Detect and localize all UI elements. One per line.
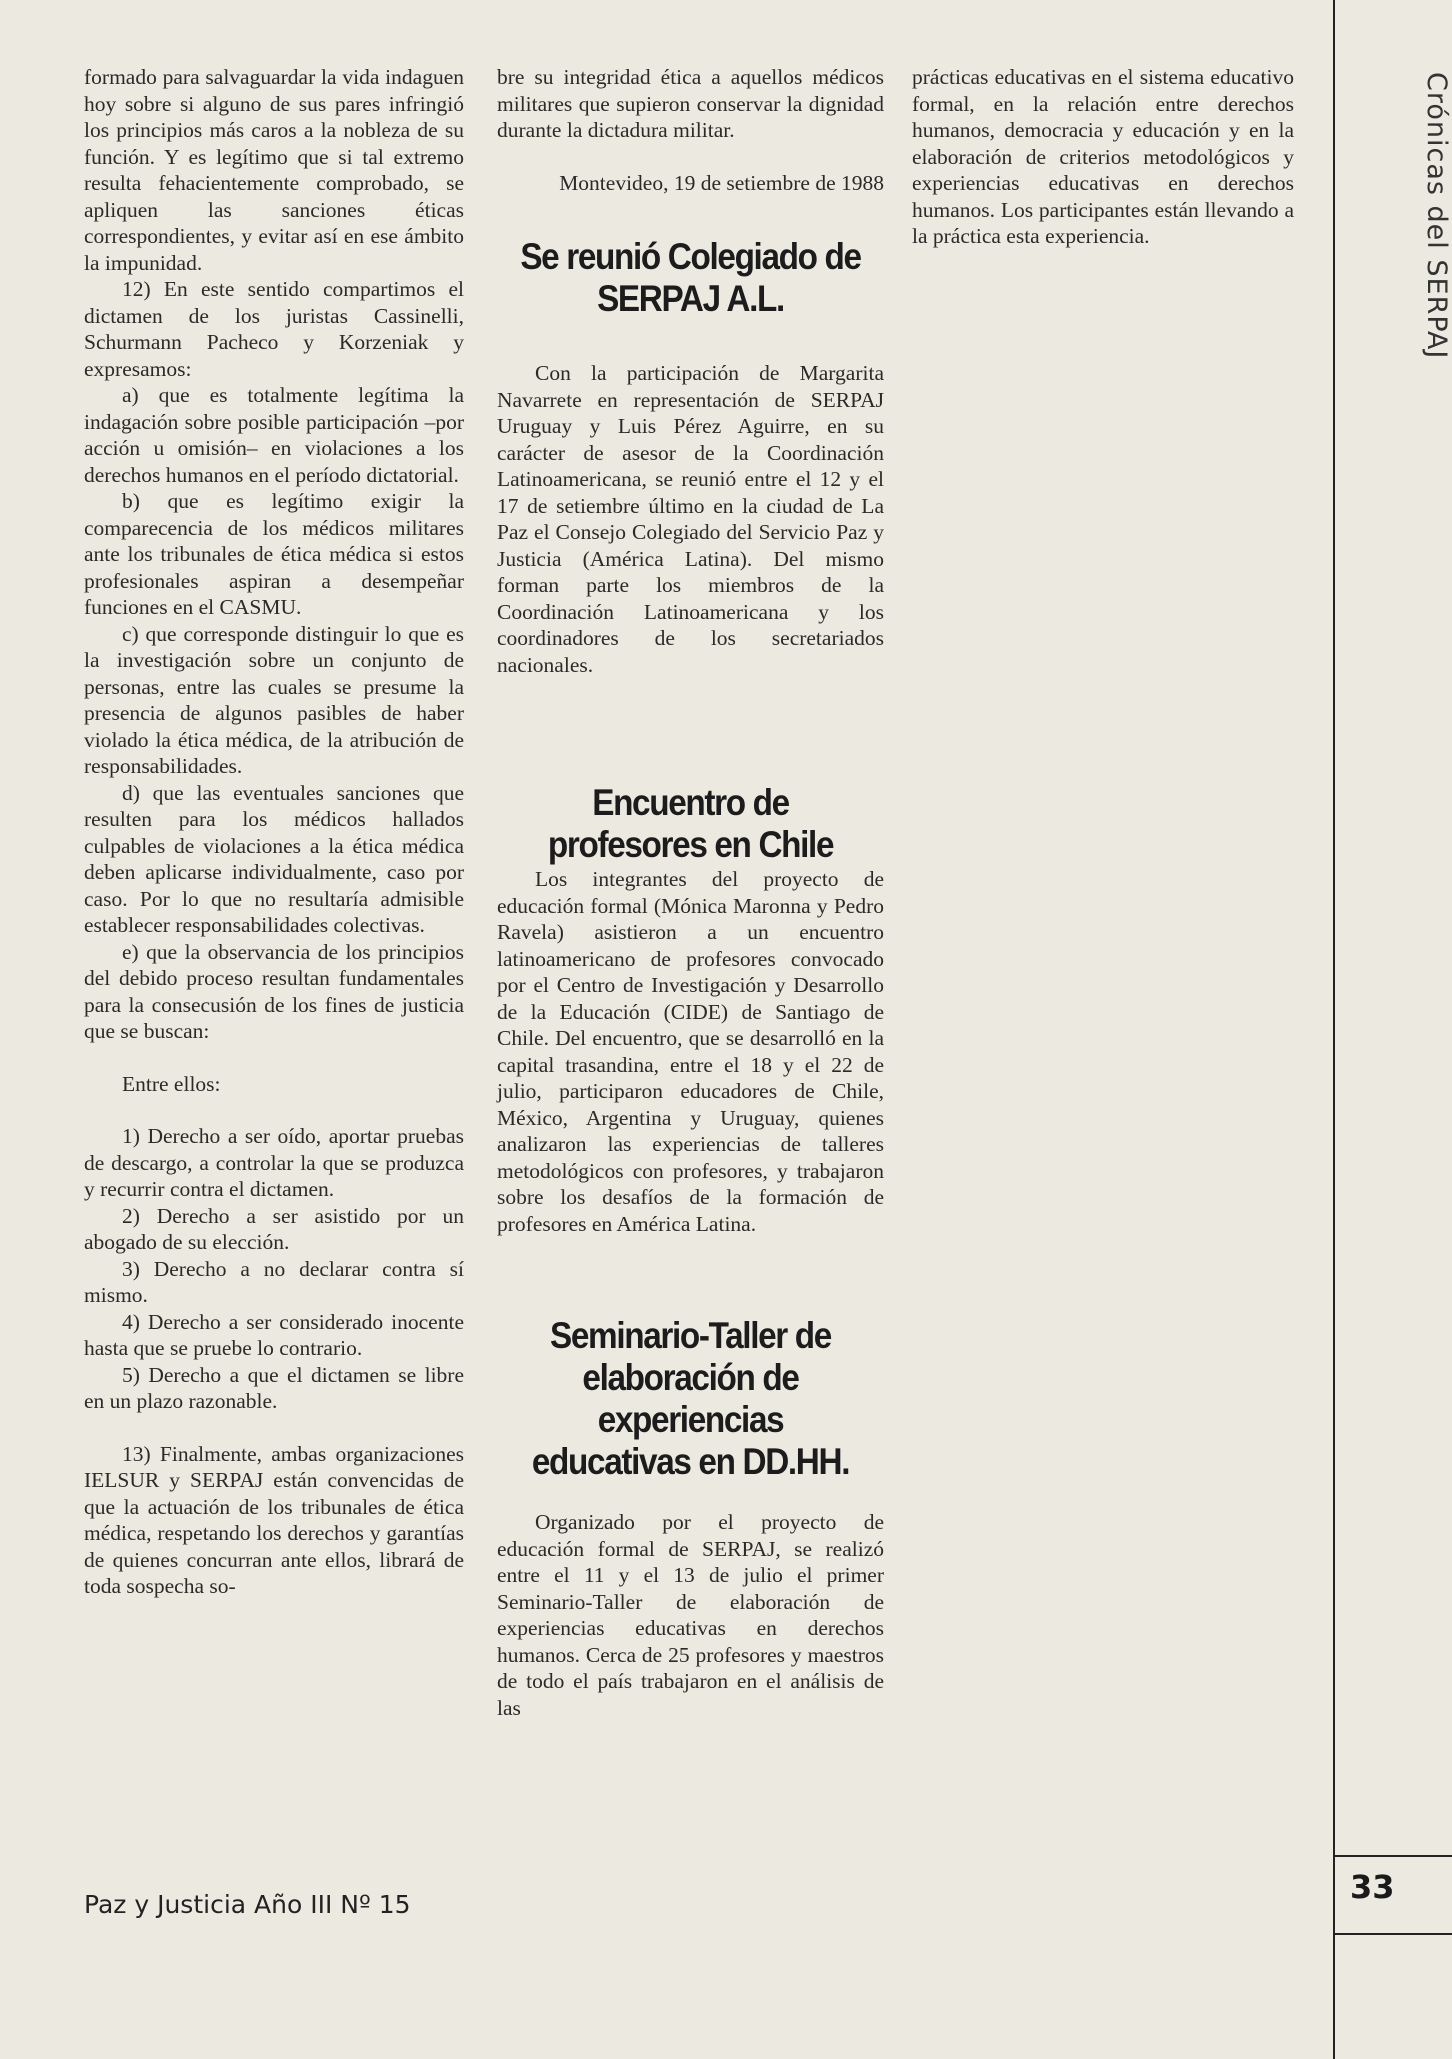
right-item: 5) Derecho a que el dictamen se libre en un plazo razonable. xyxy=(84,1362,464,1413)
paragraph: 12) En este sentido compartimos el dictamen de los juristas Cassinelli, Schurmann Pacheco y Korzeniak y expresamos: xyxy=(84,277,464,381)
article-body: Con la participación de Margarita Navarrete en representación de SERPAJ Uruguay y Luis Pérez Aguirre, en su carácter de asesor de la Coordinación Latinoamericana, se reunió entre el 12 y el 17 de setiembre último en la ciudad de La Paz el Consejo Colegiado del Servicio Paz y Justicia (América Latina). Del mismo forman parte los miembros de la Coordinación Latinoamericana y los coordinadores de los secretariados nacionales. xyxy=(497,361,884,677)
article-body: Organizado por el proyecto de educación formal de SERPAJ, se realizó entre el 11 y el 13 de julio el primer Seminario-Taller de elaboración de experiencias educativas en derechos humanos. Cerca de 25 profesores y maestros de todo el país trabajaron en el análisis de las xyxy=(497,1510,884,1720)
article-body: Los integrantes del proyecto de educación formal (Mónica Maronna y Pedro Ravela) asistieron a un encuentro latinoamericano de profesores convocado por el Centro de Investigación y Desarrollo de la Educación (CIDE) de Santiago de Chile. Del encuentro, que se desarrolló en la capital trasandina, entre el 18 y el 22 de julio, participaron educadores de Chile, México, Argentina y Uruguay, quienes analizaron las experiencias de talleres metodológicos con profesores, y trabajaron sobre los desafíos de la formación de profesores en América Latina. xyxy=(497,867,884,1236)
paragraph: 13) Finalmente, ambas organizaciones IELSUR y SERPAJ están convencidas de que la actuación de los tribunales de ética médica, respetando los derechos y garantías de quienes concurran ante ellos, librará de toda sospecha so- xyxy=(84,1441,464,1598)
right-item: 4) Derecho a ser considerado inocente hasta que se pruebe lo contrario. xyxy=(84,1309,464,1360)
paragraph: b) que es legítimo exigir la comparecencia de los médicos militares ante los tribunales de ética médica si estos profesionales aspiran a desempeñar funciones en el CASMU. xyxy=(84,489,464,619)
right-item: 1) Derecho a ser oído, aportar pruebas de descargo, a controlar la que se produzca y recurrir contra el dictamen. xyxy=(84,1124,464,1201)
paragraph: formado para salvaguardar la vida indaguen hoy sobre si alguno de sus pares infringió los principios más caros a la nobleza de su función. Y es legítimo que si tal extremo resulta fehacientemente comprobado, se apliquen las sanciones éticas correspondientes, y evitar así en ese ámbito la impunidad. xyxy=(84,65,464,275)
dateline: Montevideo, 19 de setiembre de 1988 xyxy=(559,170,884,195)
right-item: 2) Derecho a ser asistido por un abogado de su elección. xyxy=(84,1203,464,1254)
column-1 xyxy=(84,64,464,1600)
article-heading: Encuentro de profesores en Chile xyxy=(547,782,834,865)
section-title-vertical: Crónicas del SERPAJ xyxy=(1421,72,1452,360)
paragraph: bre su integridad ética a aquellos médicos militares que supieron conservar la dignidad durante la dictadura militar. xyxy=(497,65,884,142)
paragraph: e) que la observancia de los principios del debido proceso resultan fundamentales para la consecusión de los fines de justicia que se buscan: xyxy=(84,939,464,1043)
paragraph: d) que las eventuales sanciones que resulten para los médicos hallados culpables de violaciones a la ética médica deben aplicarse individualmente, caso por caso. Por lo que no resultaría admisible establecer responsabilidades colectivas. xyxy=(84,780,464,937)
publication-footer: Paz y Justicia Año III Nº 15 xyxy=(84,1890,411,1919)
page-number: 33 xyxy=(1350,1868,1395,1906)
paragraph: Entre ellos: xyxy=(122,1071,221,1096)
article-heading: Seminario-Taller de elaboración de experiencias educativas en DD.HH. xyxy=(531,1315,850,1482)
paragraph: a) que es totalmente legítima la indagación sobre posible participación –por acción u omisión– en violaciones a los derechos humanos en el período dictatorial. xyxy=(84,383,464,487)
paragraph: prácticas educativas en el sistema educativo formal, en la relación entre derechos humanos, democracia y educación y en la elaboración de criterios metodológicos y experiencias educativas en derechos humanos. Los participantes están llevando a la práctica esta experiencia. xyxy=(912,65,1294,248)
paragraph: c) que corresponde distinguir lo que es la investigación sobre un conjunto de personas, entre las cuales se presume la presencia de algunos pasibles de haber violado la ética médica, de la atribución de responsabilidades. xyxy=(84,621,464,778)
column-3 xyxy=(912,64,1294,250)
article-heading: Se reunió Colegiado de SERPAJ A.L. xyxy=(520,236,861,319)
column-2 xyxy=(497,64,884,1721)
right-item: 3) Derecho a no declarar contra sí mismo. xyxy=(84,1256,464,1307)
